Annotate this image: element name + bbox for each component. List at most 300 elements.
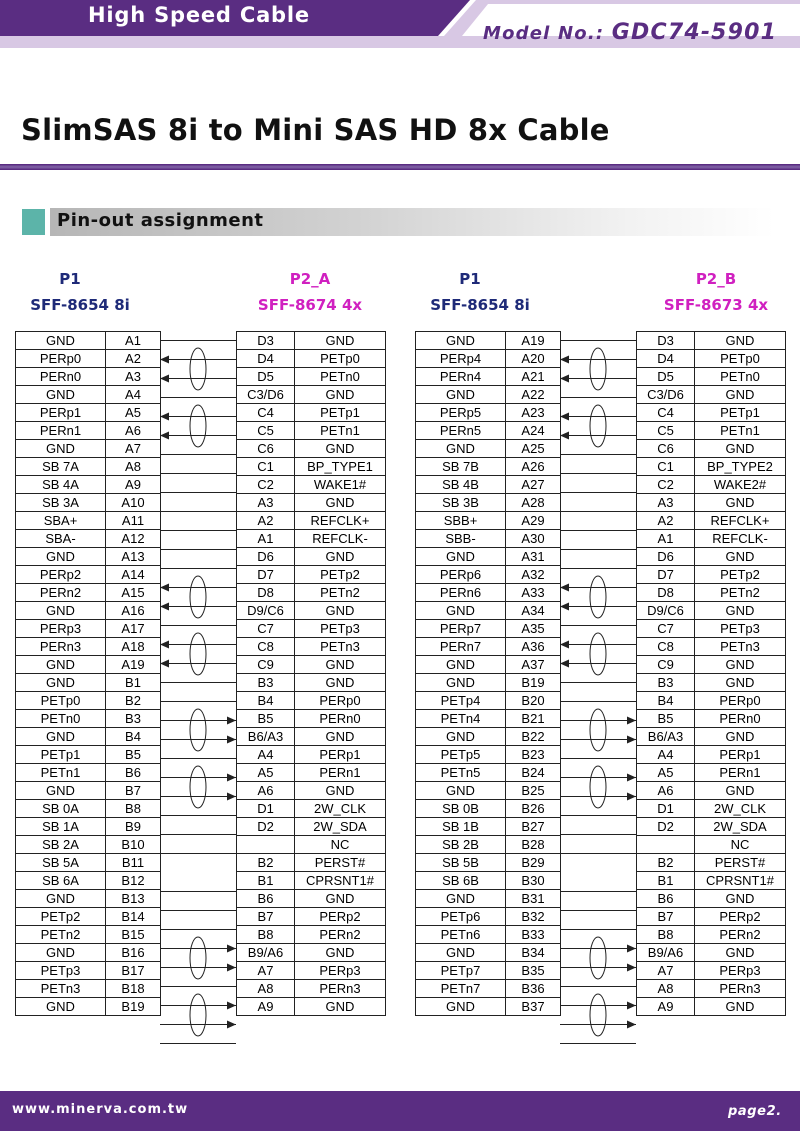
- table-row: [637, 620, 786, 638]
- pin-cell: D3: [637, 332, 695, 350]
- table-row: [637, 836, 786, 854]
- pin-cell: B15: [106, 926, 161, 944]
- table-row: [237, 836, 386, 854]
- signal-cell: PETn3: [295, 638, 386, 656]
- table-row: [637, 404, 786, 422]
- table-row: [237, 998, 386, 1016]
- signal-cell: PETp0: [16, 692, 106, 710]
- table-row: [637, 818, 786, 836]
- pin-cell: A24: [506, 422, 561, 440]
- signal-cell: PETn3: [695, 638, 786, 656]
- twisted-pair-loop: [590, 709, 606, 751]
- table-row: [237, 800, 386, 818]
- signal-cell: GND: [16, 728, 106, 746]
- pin-cell: B4: [637, 692, 695, 710]
- twisted-pair-loop: [590, 576, 606, 618]
- signal-cell: SB 1A: [16, 818, 106, 836]
- pin-cell: B4: [237, 692, 295, 710]
- signal-cell: PETp3: [16, 962, 106, 980]
- pin-cell: A20: [506, 350, 561, 368]
- table-row: [416, 872, 561, 890]
- pin-cell: B18: [106, 980, 161, 998]
- pin-cell: B6/A3: [237, 728, 295, 746]
- pin-cell: B2: [637, 854, 695, 872]
- table-row: [237, 692, 386, 710]
- signal-cell: SB 5B: [416, 854, 506, 872]
- left-wiring: [160, 331, 236, 1054]
- table-row: [237, 530, 386, 548]
- wire-arrow-left: [160, 603, 169, 611]
- pin-cell: D1: [637, 800, 695, 818]
- table-row: [237, 368, 386, 386]
- signal-cell: PETn1: [16, 764, 106, 782]
- signal-cell: GND: [16, 998, 106, 1016]
- wire-arrow-left: [160, 584, 169, 592]
- wire-arrow-right: [227, 717, 236, 725]
- model-number-label: [483, 20, 777, 45]
- signal-cell: GND: [695, 674, 786, 692]
- signal-cell: GND: [695, 440, 786, 458]
- pin-cell: B5: [106, 746, 161, 764]
- signal-cell: PERST#: [295, 854, 386, 872]
- signal-cell: PETn1: [695, 422, 786, 440]
- table-row: [416, 476, 561, 494]
- table-row: [16, 530, 161, 548]
- table-row: [416, 512, 561, 530]
- pin-cell: [237, 836, 295, 854]
- signal-cell: GND: [16, 332, 106, 350]
- table-row: [416, 854, 561, 872]
- pin-cell: A26: [506, 458, 561, 476]
- table-row: [16, 908, 161, 926]
- table-row: [637, 998, 786, 1016]
- wire-arrow-right: [227, 793, 236, 801]
- table-row: [237, 602, 386, 620]
- twisted-pair-loop: [590, 348, 606, 390]
- table-row: [637, 350, 786, 368]
- table-row: [637, 854, 786, 872]
- table-row: [416, 836, 561, 854]
- table-row: [16, 368, 161, 386]
- signal-cell: GND: [695, 998, 786, 1016]
- table-row: [637, 422, 786, 440]
- pin-cell: C5: [637, 422, 695, 440]
- left-p1-connector: SFF-8654 8i: [30, 296, 130, 314]
- table-row: [416, 890, 561, 908]
- signal-cell: PETp2: [16, 908, 106, 926]
- signal-cell: SB 4B: [416, 476, 506, 494]
- table-row: [637, 548, 786, 566]
- pin-cell: A1: [106, 332, 161, 350]
- table-row: [416, 422, 561, 440]
- pin-cell: B1: [637, 872, 695, 890]
- pin-cell: A34: [506, 602, 561, 620]
- table-row: [237, 872, 386, 890]
- table-row: [416, 980, 561, 998]
- signal-cell: PETp1: [16, 746, 106, 764]
- pin-cell: D4: [237, 350, 295, 368]
- table-row: [416, 386, 561, 404]
- table-row: [16, 566, 161, 584]
- table-row: [237, 350, 386, 368]
- signal-cell: GND: [295, 674, 386, 692]
- pin-cell: B7: [106, 782, 161, 800]
- signal-cell: GND: [695, 602, 786, 620]
- pin-cell: A19: [506, 332, 561, 350]
- table-row: [237, 782, 386, 800]
- table-row: [237, 404, 386, 422]
- pin-cell: B23: [506, 746, 561, 764]
- signal-cell: 2W_CLK: [695, 800, 786, 818]
- pin-cell: A8: [237, 980, 295, 998]
- pin-cell: A9: [106, 476, 161, 494]
- table-row: [16, 656, 161, 674]
- signal-cell: PERn1: [295, 764, 386, 782]
- signal-cell: GND: [295, 548, 386, 566]
- table-row: [237, 962, 386, 980]
- signal-cell: GND: [16, 656, 106, 674]
- right-p2-table: [636, 331, 786, 1016]
- table-row: [16, 998, 161, 1016]
- right-p1-connector: SFF-8654 8i: [430, 296, 530, 314]
- signal-cell: GND: [16, 944, 106, 962]
- pin-cell: D6: [637, 548, 695, 566]
- signal-cell: GND: [416, 728, 506, 746]
- table-row: [16, 494, 161, 512]
- pin-cell: B21: [506, 710, 561, 728]
- signal-cell: GND: [16, 548, 106, 566]
- signal-cell: PETp0: [295, 350, 386, 368]
- pin-cell: A37: [506, 656, 561, 674]
- pin-cell: C3/D6: [637, 386, 695, 404]
- pin-cell: A1: [637, 530, 695, 548]
- signal-cell: PERp1: [695, 746, 786, 764]
- signal-cell: PERp1: [295, 746, 386, 764]
- pin-cell: A15: [106, 584, 161, 602]
- table-row: [416, 728, 561, 746]
- wire-arrow-left: [160, 641, 169, 649]
- pin-cell: A28: [506, 494, 561, 512]
- signal-cell: PETp0: [695, 350, 786, 368]
- pin-cell: A30: [506, 530, 561, 548]
- twisted-pair-loop: [190, 576, 206, 618]
- signal-cell: PERp3: [295, 962, 386, 980]
- table-row: [237, 620, 386, 638]
- pin-cell: B1: [237, 872, 295, 890]
- wire-arrow-left: [560, 356, 569, 364]
- pin-cell: A23: [506, 404, 561, 422]
- pin-cell: C4: [637, 404, 695, 422]
- pin-cell: A2: [637, 512, 695, 530]
- pin-cell: A5: [637, 764, 695, 782]
- pin-cell: A33: [506, 584, 561, 602]
- pin-cell: B27: [506, 818, 561, 836]
- wire-arrow-right: [627, 793, 636, 801]
- signal-cell: CPRSNT1#: [695, 872, 786, 890]
- signal-cell: PETp7: [416, 962, 506, 980]
- pin-cell: B5: [637, 710, 695, 728]
- table-row: [237, 944, 386, 962]
- table-row: [637, 458, 786, 476]
- table-row: [416, 494, 561, 512]
- signal-cell: SB 1B: [416, 818, 506, 836]
- pin-cell: A2: [106, 350, 161, 368]
- table-row: [16, 692, 161, 710]
- signal-cell: PETn5: [416, 764, 506, 782]
- twisted-pair-loop: [190, 937, 206, 979]
- signal-cell: PERn3: [16, 638, 106, 656]
- table-row: [16, 512, 161, 530]
- pin-cell: C8: [637, 638, 695, 656]
- signal-cell: SB 4A: [16, 476, 106, 494]
- pin-cell: B25: [506, 782, 561, 800]
- table-row: [416, 458, 561, 476]
- signal-cell: GND: [16, 386, 106, 404]
- pin-cell: B34: [506, 944, 561, 962]
- right-p2-label: P2_B: [695, 270, 737, 288]
- pin-cell: A32: [506, 566, 561, 584]
- pin-cell: C7: [637, 620, 695, 638]
- table-row: [416, 656, 561, 674]
- pin-cell: B24: [506, 764, 561, 782]
- pin-cell: A7: [106, 440, 161, 458]
- pin-cell: B17: [106, 962, 161, 980]
- signal-cell: PERn0: [16, 368, 106, 386]
- pin-cell: B32: [506, 908, 561, 926]
- pin-cell: C8: [237, 638, 295, 656]
- pin-cell: D9/C6: [237, 602, 295, 620]
- table-row: [637, 512, 786, 530]
- wire-arrow-left: [560, 413, 569, 421]
- pin-cell: A36: [506, 638, 561, 656]
- pin-cell: A3: [237, 494, 295, 512]
- table-row: [237, 548, 386, 566]
- pin-cell: D8: [237, 584, 295, 602]
- right-p2-connector: SFF-8673 4x: [663, 296, 769, 314]
- table-row: [237, 746, 386, 764]
- pin-cell: B26: [506, 800, 561, 818]
- signal-cell: PERn2: [16, 584, 106, 602]
- table-row: [637, 872, 786, 890]
- signal-cell: GND: [295, 890, 386, 908]
- signal-cell: PERp3: [16, 620, 106, 638]
- signal-cell: PETp2: [295, 566, 386, 584]
- table-row: [16, 620, 161, 638]
- signal-cell: GND: [416, 998, 506, 1016]
- signal-cell: GND: [416, 386, 506, 404]
- table-row: [16, 350, 161, 368]
- right-p1-label: P1: [459, 270, 481, 288]
- table-row: [416, 926, 561, 944]
- signal-cell: PERn4: [416, 368, 506, 386]
- table-row: [637, 368, 786, 386]
- model-label: Model No.:: [483, 23, 605, 44]
- signal-cell: GND: [16, 890, 106, 908]
- signal-cell: CPRSNT1#: [295, 872, 386, 890]
- signal-cell: GND: [695, 332, 786, 350]
- table-row: [16, 584, 161, 602]
- wire-arrow-right: [627, 1021, 636, 1029]
- pin-cell: [637, 836, 695, 854]
- pin-cell: A10: [106, 494, 161, 512]
- signal-cell: GND: [416, 332, 506, 350]
- pin-cell: B10: [106, 836, 161, 854]
- signal-cell: PETp2: [695, 566, 786, 584]
- signal-cell: PERn3: [295, 980, 386, 998]
- table-row: [16, 728, 161, 746]
- signal-cell: PERn1: [695, 764, 786, 782]
- table-row: [637, 980, 786, 998]
- wire-arrow-right: [227, 964, 236, 972]
- table-row: [416, 350, 561, 368]
- pin-cell: A4: [637, 746, 695, 764]
- pin-cell: B5: [237, 710, 295, 728]
- table-row: [416, 638, 561, 656]
- table-row: [416, 620, 561, 638]
- signal-cell: PERn6: [416, 584, 506, 602]
- signal-cell: PETn6: [416, 926, 506, 944]
- table-row: [416, 332, 561, 350]
- signal-cell: PETn4: [416, 710, 506, 728]
- table-row: [416, 440, 561, 458]
- table-row: [16, 818, 161, 836]
- table-row: [237, 728, 386, 746]
- signal-cell: BP_TYPE1: [295, 458, 386, 476]
- pin-cell: B35: [506, 962, 561, 980]
- signal-cell: PERp7: [416, 620, 506, 638]
- pin-cell: D9/C6: [637, 602, 695, 620]
- signal-cell: SB 2B: [416, 836, 506, 854]
- table-row: [637, 728, 786, 746]
- signal-cell: SB 5A: [16, 854, 106, 872]
- wire-arrow-left: [160, 413, 169, 421]
- pin-cell: B36: [506, 980, 561, 998]
- table-row: [237, 458, 386, 476]
- table-row: [237, 818, 386, 836]
- table-row: [16, 332, 161, 350]
- pin-cell: B8: [106, 800, 161, 818]
- table-row: [16, 746, 161, 764]
- table-row: [637, 800, 786, 818]
- signal-cell: WAKE2#: [695, 476, 786, 494]
- signal-cell: PERn1: [16, 422, 106, 440]
- signal-cell: WAKE1#: [295, 476, 386, 494]
- signal-cell: GND: [416, 944, 506, 962]
- pin-cell: B3: [237, 674, 295, 692]
- pin-cell: B37: [506, 998, 561, 1016]
- signal-cell: PERn2: [295, 926, 386, 944]
- table-row: [16, 962, 161, 980]
- signal-cell: SB 7B: [416, 458, 506, 476]
- pin-cell: D5: [237, 368, 295, 386]
- table-row: [637, 584, 786, 602]
- table-row: [416, 962, 561, 980]
- signal-cell: 2W_SDA: [295, 818, 386, 836]
- title-rule: [0, 164, 800, 170]
- signal-cell: GND: [295, 440, 386, 458]
- table-row: [416, 908, 561, 926]
- signal-cell: NC: [295, 836, 386, 854]
- table-row: [637, 386, 786, 404]
- signal-cell: NC: [695, 836, 786, 854]
- signal-cell: GND: [16, 782, 106, 800]
- table-row: [16, 836, 161, 854]
- pin-cell: B16: [106, 944, 161, 962]
- table-row: [637, 602, 786, 620]
- pin-cell: D8: [637, 584, 695, 602]
- pin-cell: A12: [106, 530, 161, 548]
- signal-cell: PERp5: [416, 404, 506, 422]
- wire-arrow-left: [160, 660, 169, 668]
- signal-cell: PERp1: [16, 404, 106, 422]
- signal-cell: PERp0: [695, 692, 786, 710]
- left-p2-label: P2_A: [289, 270, 331, 288]
- pin-cell: B31: [506, 890, 561, 908]
- table-row: [637, 656, 786, 674]
- pin-cell: D1: [237, 800, 295, 818]
- pin-cell: B4: [106, 728, 161, 746]
- signal-cell: GND: [295, 998, 386, 1016]
- signal-cell: PERp2: [695, 908, 786, 926]
- table-row: [16, 980, 161, 998]
- section-marker: [22, 209, 45, 235]
- left-p2-table: [236, 331, 386, 1016]
- signal-cell: PERp3: [695, 962, 786, 980]
- left-p2-connector: SFF-8674 4x: [257, 296, 363, 314]
- table-row: [237, 710, 386, 728]
- pin-cell: C2: [237, 476, 295, 494]
- pin-cell: A27: [506, 476, 561, 494]
- page-title: SlimSAS 8i to Mini SAS HD 8x Cable: [21, 113, 610, 147]
- table-row: [16, 458, 161, 476]
- table-row: [637, 494, 786, 512]
- table-row: [237, 476, 386, 494]
- twisted-pair-loop: [190, 405, 206, 447]
- table-row: [16, 602, 161, 620]
- table-row: [237, 908, 386, 926]
- pin-cell: D2: [637, 818, 695, 836]
- pin-cell: A6: [106, 422, 161, 440]
- twisted-pair-loop: [590, 633, 606, 675]
- table-row: [637, 476, 786, 494]
- table-row: [16, 764, 161, 782]
- pin-cell: B6/A3: [637, 728, 695, 746]
- signal-cell: GND: [695, 782, 786, 800]
- left-p1-label: P1: [59, 270, 81, 288]
- table-row: [237, 494, 386, 512]
- signal-cell: PETn2: [695, 584, 786, 602]
- signal-cell: GND: [295, 494, 386, 512]
- pin-cell: C3/D6: [237, 386, 295, 404]
- table-row: [16, 944, 161, 962]
- pin-cell: A8: [637, 980, 695, 998]
- signal-cell: PERn0: [295, 710, 386, 728]
- signal-cell: PETp3: [695, 620, 786, 638]
- signal-cell: GND: [695, 656, 786, 674]
- signal-cell: GND: [416, 548, 506, 566]
- wire-arrow-right: [627, 736, 636, 744]
- table-row: [16, 854, 161, 872]
- pin-cell: D7: [637, 566, 695, 584]
- table-row: [637, 332, 786, 350]
- table-row: [637, 764, 786, 782]
- pin-cell: A22: [506, 386, 561, 404]
- wire-arrow-right: [227, 1002, 236, 1010]
- table-row: [416, 998, 561, 1016]
- table-row: [16, 476, 161, 494]
- pin-cell: A19: [106, 656, 161, 674]
- pin-cell: A31: [506, 548, 561, 566]
